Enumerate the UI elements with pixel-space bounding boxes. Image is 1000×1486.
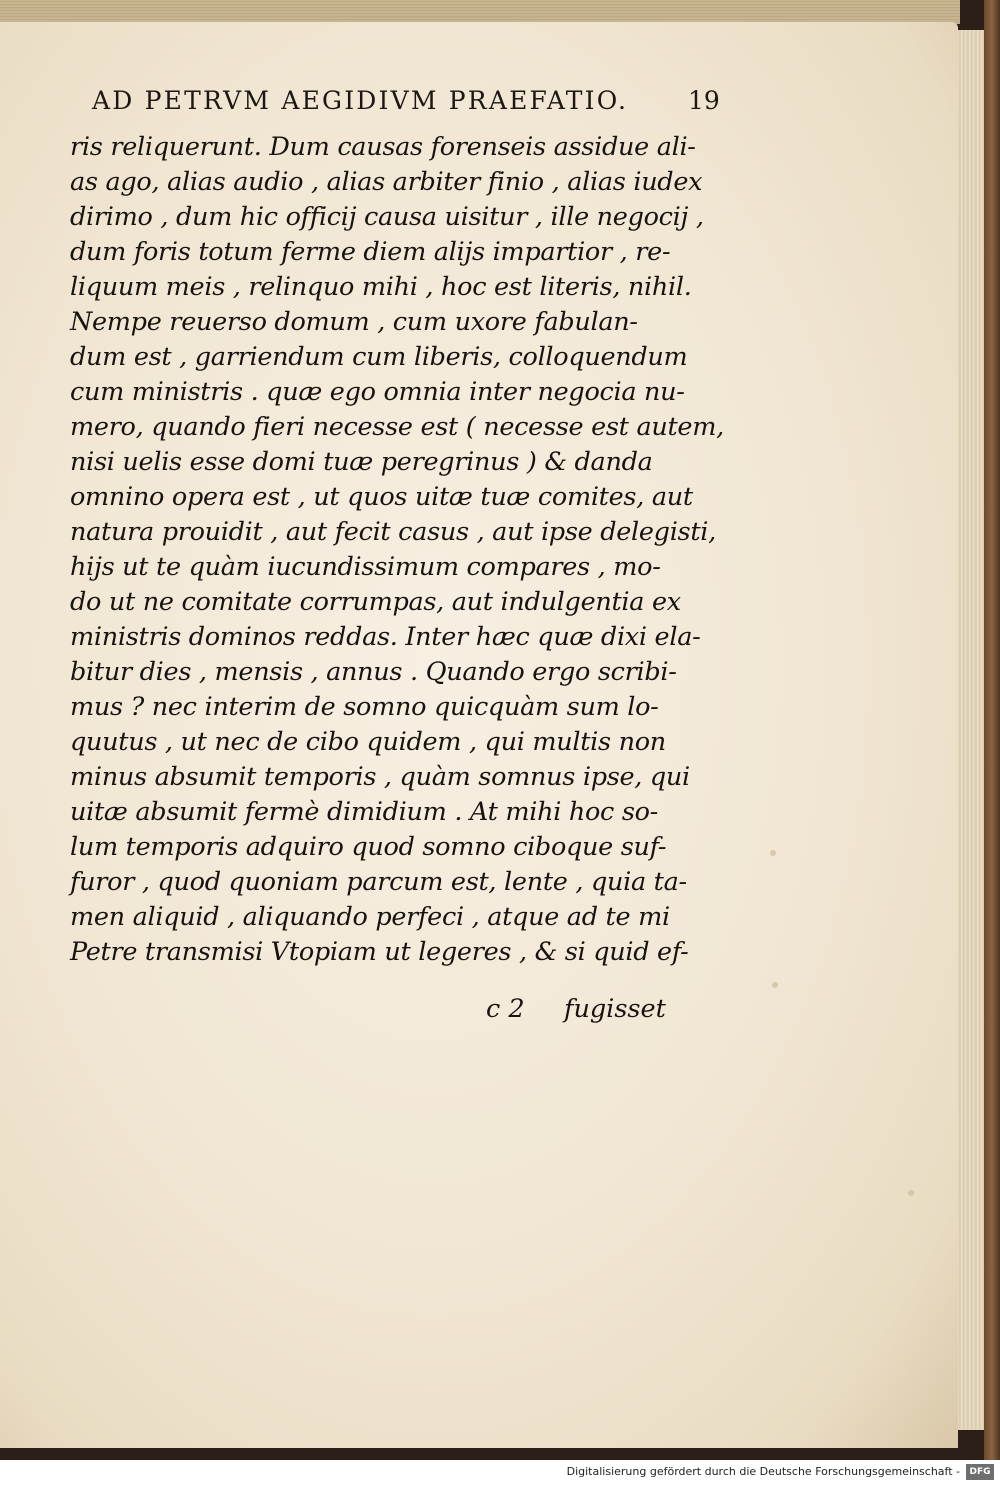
page-top-edges — [0, 0, 960, 24]
text-line: cum ministris . quæ ego omnia inter negocia nu- — [70, 377, 685, 407]
paper-spot — [908, 1190, 914, 1196]
text-line: do ut ne comitate corrumpas, aut indulgentia ex — [70, 587, 681, 617]
running-head: AD PETRVM AEGIDIVM PRAEFATIO. — [92, 86, 629, 115]
dfg-logo-icon: DFG — [966, 1464, 994, 1480]
text-line: mero, quando fieri necesse est ( necesse est autem, — [70, 412, 724, 442]
text-line: quutus , ut nec de cibo quidem , qui multis non — [70, 727, 666, 757]
funding-credit: Digitalisierung gefördert durch die Deutsche Forschungsgemeinschaft - — [566, 1465, 960, 1478]
paper-spot — [770, 850, 776, 856]
footer-bar — [0, 1460, 1000, 1486]
signature-mark: c 2 — [486, 994, 525, 1024]
text-line: dum est , garriendum cum liberis, colloquendum — [70, 342, 688, 372]
text-line: natura prouidit , aut fecit casus , aut ipse delegisti, — [70, 517, 716, 547]
text-line: hijs ut te quàm iucundissimum compares , mo- — [70, 552, 661, 582]
text-line: lum temporis adquiro quod somno ciboque suf- — [70, 832, 667, 862]
text-line: mus ? nec interim de somno quicquàm sum lo- — [70, 692, 659, 722]
text-line: dum foris totum ferme diem alijs impartior , re- — [70, 237, 671, 267]
catch-line — [486, 994, 666, 1024]
catchword: fugisset — [564, 994, 666, 1024]
text-line: ministris dominos reddas. Inter hæc quæ dixi ela- — [70, 622, 701, 652]
paper-spot — [772, 982, 778, 988]
text-line: as ago, alias audio , alias arbiter finio , alias iudex — [70, 167, 703, 197]
text-line: dirimo , dum hic officij causa uisitur , ille negocij , — [70, 202, 704, 232]
book-cover-board — [984, 0, 1000, 1460]
text-line: men aliquid , aliquando perfeci , atque ad te mi — [70, 902, 670, 932]
text-line: liquum meis , relinquo mihi , hoc est literis, nihil. — [70, 272, 692, 302]
text-line: Nempe reuerso domum , cum uxore fabulan- — [70, 307, 638, 337]
text-line: omnino opera est , ut quos uitæ tuæ comites, aut — [70, 482, 693, 512]
page-fore-edge — [958, 30, 986, 1430]
text-line: bitur dies , mensis , annus . Quando ergo scribi- — [70, 657, 677, 687]
text-line: ris reliquerunt. Dum causas forenseis assidue ali- — [70, 132, 696, 162]
text-line: furor , quod quoniam parcum est, lente , quia ta- — [70, 867, 687, 897]
text-line: minus absumit temporis , quàm somnus ipse, qui — [70, 762, 690, 792]
folio-number: 19 — [688, 86, 720, 115]
text-line: uitæ absumit fermè dimidium . At mihi hoc so- — [70, 797, 658, 827]
text-line: nisi uelis esse domi tuæ peregrinus ) & danda — [70, 447, 653, 477]
text-block — [70, 130, 724, 970]
text-line: Petre transmisi Vtopiam ut legeres , & si quid ef- — [70, 937, 689, 967]
